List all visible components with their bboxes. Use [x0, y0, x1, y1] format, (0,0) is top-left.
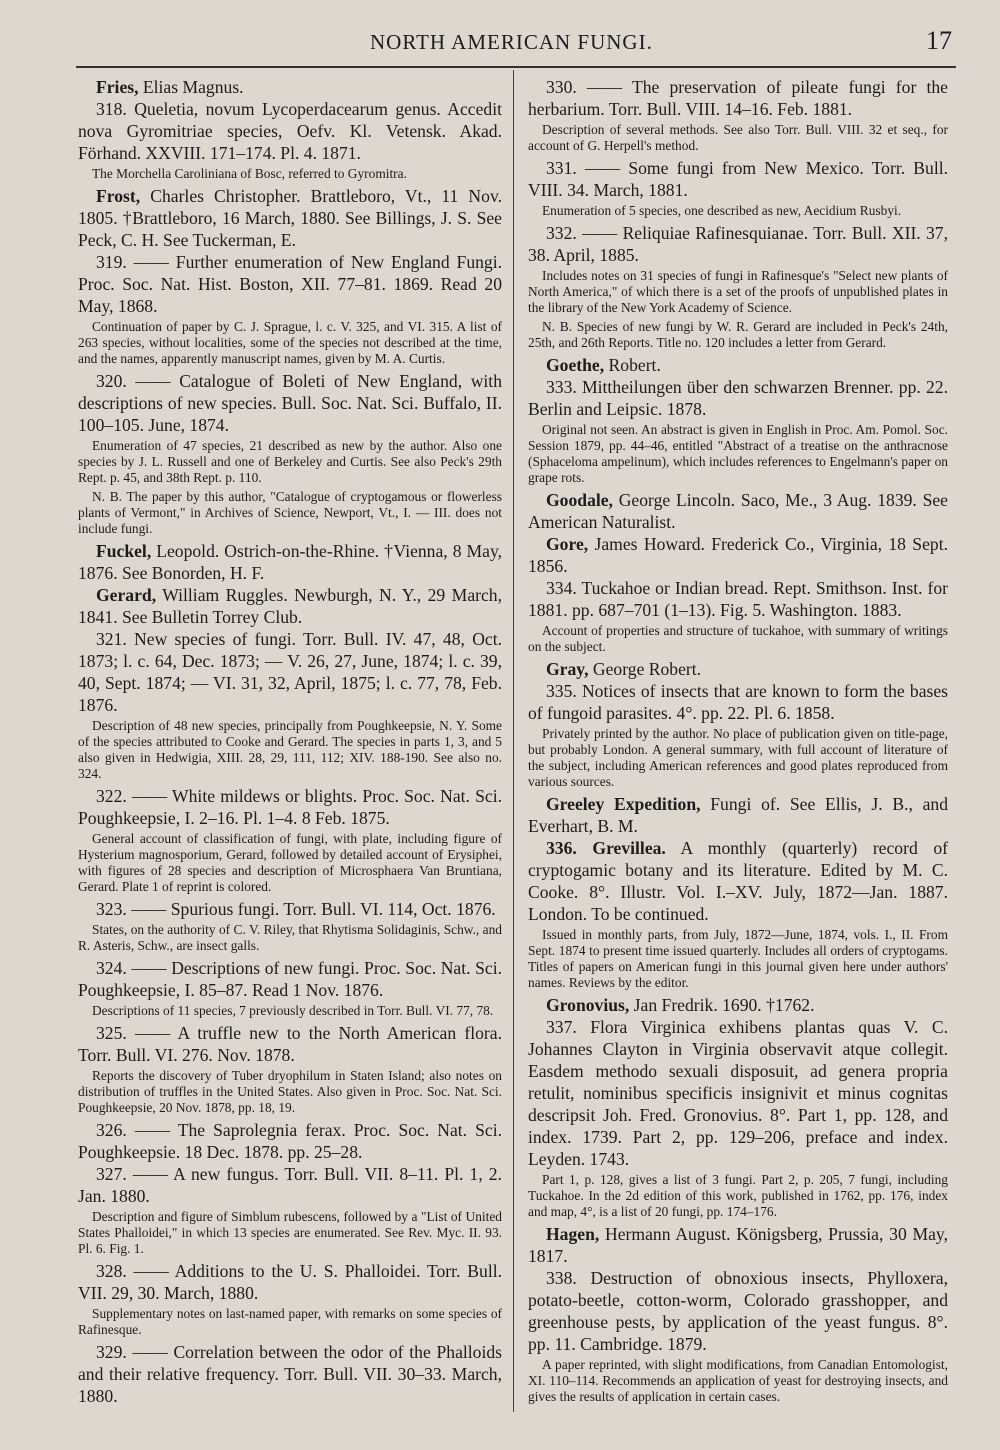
- author-name: Greeley Expedition,: [546, 794, 701, 814]
- bibliography-entry: 327. —— A new fungus. Torr. Bull. VII. 8–11. Pl. 1, 2. Jan. 1880.: [78, 1164, 502, 1206]
- author-details: A monthly (quarterly) record of cryptogamic botany and its literature. Edited by M. C. Cooke. 8°. Illustr. Vol. I.–XV. July, 1872—Jan. 1887. London. To be continued.: [528, 838, 948, 924]
- entry-note: Description of several methods. See also Torr. Bull. VIII. 32 et seq., for account of G. Herpell's method.: [528, 122, 948, 153]
- bibliography-entry: 334. Tuckahoe or Indian bread. Rept. Smithson. Inst. for 1881. pp. 687–701 (1–13). Fig. 5. Washington. 1883.: [528, 578, 948, 620]
- author-heading: [528, 1223, 948, 1267]
- author-heading: [528, 533, 948, 577]
- right-column: [528, 76, 948, 1408]
- entry-note: N. B. The paper by this author, "Catalogue of cryptogamous or flowerless plants of Vermont," in Archives of Science, Newport, Vt., I. — III. does not include fungi.: [78, 489, 502, 536]
- author-details: Hermann August. Königsberg, Prussia, 30 May, 1817.: [528, 1224, 948, 1266]
- author-details: Robert.: [604, 355, 661, 375]
- bibliography-entry: 329. —— Correlation between the odor of the Phalloids and their relative frequency. Torr. Bull. VII. 30–33. March, 1880.: [78, 1342, 502, 1406]
- page-header: [0, 0, 1000, 76]
- author-details: George Robert.: [588, 659, 702, 679]
- author-heading: [528, 837, 948, 925]
- entry-note: Enumeration of 47 species, 21 described as new by the author. Also one species by J. L. Russell and one of Berkeley and Curtis. See also Peck's 29th Rept. p. 45, and 38th Rept. p. 110.: [78, 438, 502, 485]
- bibliography-entry: 321. New species of fungi. Torr. Bull. IV. 47, 48, Oct. 1873; l. c. 64, Dec. 1873; — V. 26, 27, June, 1874; l. c. 39, 40, Sept. 1874; — VI. 31, 32, April, 1875; l. c. 77, 78, Feb. 1876.: [78, 629, 502, 715]
- bibliography-entry: 337. Flora Virginica exhibens plantas quas V. C. Johannes Clayton in Virginia observavit atque collegit. Easdem methodo sexuali disposuit, ad genera propria retulit, nominibus specificis insignivit et minus cognitas descripsit Joh. Fred. Gronovius. 8°. Part 1, pp. 128, and index. 1739. Part 2, pp. 129–206, preface and index. Leyden. 1743.: [528, 1017, 948, 1169]
- author-details: Jan Fredrik. 1690. †1762.: [629, 995, 815, 1015]
- entry-note: Account of properties and structure of tuckahoe, with summary of writings on the subject.: [528, 623, 948, 654]
- author-details: Fungi of. See Ellis, J. B., and Everhart, B. M.: [528, 794, 948, 836]
- author-details: James Howard. Frederick Co., Virginia, 18 Sept. 1856.: [528, 534, 948, 576]
- author-heading: [528, 994, 948, 1016]
- entry-note: Includes notes on 31 species of fungi in Rafinesque's "Select new plants of North America," of which there is a set of the proofs of unpublished plates in the library of the New York Academy of Science.: [528, 268, 948, 315]
- author-heading: [528, 658, 948, 680]
- entry-note: Reports the discovery of Tuber dryophilum in Staten Island; also notes on distribution of truffles in the United States. Also given in Proc. Soc. Nat. Sci. Poughkeepsie, 20 Nov. 1878, pp. 18, 19.: [78, 1068, 502, 1115]
- bibliography-entry: 338. Destruction of obnoxious insects, Phylloxera, potato-beetle, cotton-worm, Colorado grasshopper, and greenhouse pests, by application of the yeast fungus. 8°. pp. 11. Cambridge. 1879.: [528, 1268, 948, 1354]
- bibliography-entry: 332. —— Reliquiae Rafinesquianae. Torr. Bull. XII. 37, 38. April, 1885.: [528, 223, 948, 265]
- author-name: Gray,: [546, 659, 589, 679]
- entry-note: Description of 48 new species, principally from Poughkeepsie, N. Y. Some of the species attributed to Cooke and Gerard. The species in parts 1, 3, and 5 also given in Hedwigia, XIII. 28, 29, 111, 112; XIV. 188-190. See also no. 324.: [78, 718, 502, 781]
- author-name: Goethe,: [546, 355, 605, 375]
- bibliography-entry: 324. —— Descriptions of new fungi. Proc. Soc. Nat. Sci. Poughkeepsie, I. 85–87. Read 1 Nov. 1876.: [78, 958, 502, 1000]
- author-name: 336. Grevillea.: [546, 838, 666, 858]
- bibliography-entry: 325. —— A truffle new to the North American flora. Torr. Bull. VI. 276. Nov. 1878.: [78, 1023, 502, 1065]
- author-details: George Lincoln. Saco, Me., 3 Aug. 1839. See American Naturalist.: [528, 490, 948, 532]
- author-name: Gore,: [546, 534, 589, 554]
- author-name: Fries,: [96, 77, 139, 97]
- entry-note: Supplementary notes on last-named paper, with remarks on some species of Rafinesque.: [78, 1306, 502, 1337]
- column-divider: [513, 70, 514, 1412]
- entry-note: Privately printed by the author. No place of publication given on title-page, but probably London. A general summary, with full account of literature of the subject, including American references and good plates reproduced from various sources.: [528, 726, 948, 789]
- bibliography-entry: 322. —— White mildews or blights. Proc. Soc. Nat. Sci. Poughkeepsie, I. 2–16. Pl. 1–4. 8 Feb. 1875.: [78, 786, 502, 828]
- author-heading: [528, 489, 948, 533]
- bibliography-entry: 333. Mittheilungen über den schwarzen Brenner. pp. 22. Berlin and Leipsic. 1878.: [528, 377, 948, 419]
- author-details: Elias Magnus.: [138, 77, 244, 97]
- entry-note: Continuation of paper by C. J. Sprague, l. c. V. 325, and VI. 315. A list of 263 species, without localities, some of the species not described at the time, and the names, apparently manuscript names, given by M. A. Curtis.: [78, 319, 502, 366]
- entry-note: Descriptions of 11 species, 7 previously described in Torr. Bull. VI. 77, 78.: [92, 1003, 494, 1018]
- author-name: Gerard,: [96, 585, 157, 605]
- bibliography-entry: 318. Queletia, novum Lycoperdacearum genus. Accedit nova Gyromitriae species, Oefv. Kl. Vetensk. Akad. Förhand. XXVIII. 171–174. Pl. 4. 1871.: [78, 99, 502, 163]
- author-details: Leopold. Ostrich-on-the-Rhine. †Vienna, 8 May, 1876. See Bonorden, H. F.: [78, 541, 502, 583]
- author-details: Charles Christopher. Brattleboro, Vt., 11 Nov. 1805. †Brattleboro, 16 March, 1880. See Billings, J. S. See Peck, C. H. See Tuckerman, E.: [78, 186, 502, 250]
- author-name: Goodale,: [546, 490, 613, 510]
- header-rule: [76, 66, 956, 68]
- author-name: Fuckel,: [96, 541, 152, 561]
- bibliography-entry: 319. —— Further enumeration of New England Fungi. Proc. Soc. Nat. Hist. Boston, XII. 77–81. 1869. Read 20 May, 1868.: [78, 252, 502, 316]
- entry-note: States, on the authority of C. V. Riley, that Rhytisma Solidaginis, Schw., and R. Asteris, Schw., are insect galls.: [78, 922, 502, 953]
- author-heading: [78, 584, 502, 628]
- left-column: [78, 76, 502, 1407]
- author-heading: [78, 540, 502, 584]
- entry-note: Enumeration of 5 species, one described as new, Aecidium Rusbyi.: [542, 203, 902, 218]
- entry-note: Original not seen. An abstract is given in English in Proc. Am. Pomol. Soc. Session 1879, pp. 44–46, entitled "Abstract of a treatise on the anthracnose (Sphaceloma ampelinum), which includes references to Engelmann's paper on grape rots.: [528, 422, 948, 485]
- author-heading: [78, 76, 502, 98]
- author-name: Gronovius,: [546, 995, 630, 1015]
- bibliography-entry: 331. —— Some fungi from New Mexico. Torr. Bull. VIII. 34. March, 1881.: [528, 158, 948, 200]
- entry-note: Description and figure of Simblum rubescens, followed by a "List of United States Phalloidei," in which 13 species are enumerated. See Rev. Myc. II. 93. Pl. 6. Fig. 1.: [78, 1209, 502, 1256]
- bibliography-entry: 330. —— The preservation of pileate fungi for the herbarium. Torr. Bull. VIII. 14–16. Feb. 1881.: [528, 77, 948, 119]
- bibliography-entry: 326. —— The Saprolegnia ferax. Proc. Soc. Nat. Sci. Poughkeepsie. 18 Dec. 1878. pp. 25–28.: [78, 1120, 502, 1162]
- page-number: 17: [926, 26, 952, 55]
- entry-note: Part 1, p. 128, gives a list of 3 fungi. Part 2, p. 205, 7 fungi, including Tuckahoe. In the 2d edition of this work, published in 1762, pp. 176, index and map, 4°, is a list of 20 fungi, pp. 174–176.: [528, 1172, 948, 1219]
- entry-note: N. B. Species of new fungi by W. R. Gerard are included in Peck's 24th, 25th, and 26th Reports. Title no. 120 includes a letter from Gerard.: [528, 319, 948, 350]
- author-name: Frost,: [96, 186, 141, 206]
- entry-note: General account of classification of fungi, with plate, including figure of Hysterium magnosporium, Gerard, followed by detailed account of Erysiphei, with figures of 28 species and description of Microsphaera Van Bruntiana, Gerard. Plate 1 of reprint is colored.: [78, 831, 502, 894]
- author-heading: [78, 185, 502, 251]
- entry-note: Issued in monthly parts, from July, 1872—June, 1874, vols. I., II. From Sept. 1874 to present time issued quarterly. Includes all orders of cryptogams. Titles of papers on American fungi in this journal given here under authors' names. Reviews by the editor.: [528, 927, 948, 990]
- entry-note: The Morchella Caroliniana of Bosc, referred to Gyromitra.: [92, 166, 407, 181]
- author-heading: [528, 354, 948, 376]
- bibliography-entry: 335. Notices of insects that are known to form the bases of fungoid parasites. 4°. pp. 22. Pl. 6. 1858.: [528, 681, 948, 723]
- author-details: William Ruggles. Newburgh, N. Y., 29 March, 1841. See Bulletin Torrey Club.: [78, 585, 502, 627]
- author-name: Hagen,: [546, 1224, 600, 1244]
- entry-note: A paper reprinted, with slight modifications, from Canadian Entomologist, XI. 110–114. Recommends an application of yeast for destroying insects, and gives the results of application in certain cases.: [528, 1357, 948, 1404]
- bibliography-entry: 320. —— Catalogue of Boleti of New England, with descriptions of new species. Bull. Soc. Nat. Sci. Buffalo, II. 100–105. June, 1874.: [78, 371, 502, 435]
- author-heading: [528, 793, 948, 837]
- bibliography-entry: 323. —— Spurious fungi. Torr. Bull. VI. 114, Oct. 1876.: [96, 899, 496, 919]
- running-head: NORTH AMERICAN FUNGI.: [370, 30, 653, 54]
- bibliography-entry: 328. —— Additions to the U. S. Phalloidei. Torr. Bull. VII. 29, 30. March, 1880.: [78, 1261, 502, 1303]
